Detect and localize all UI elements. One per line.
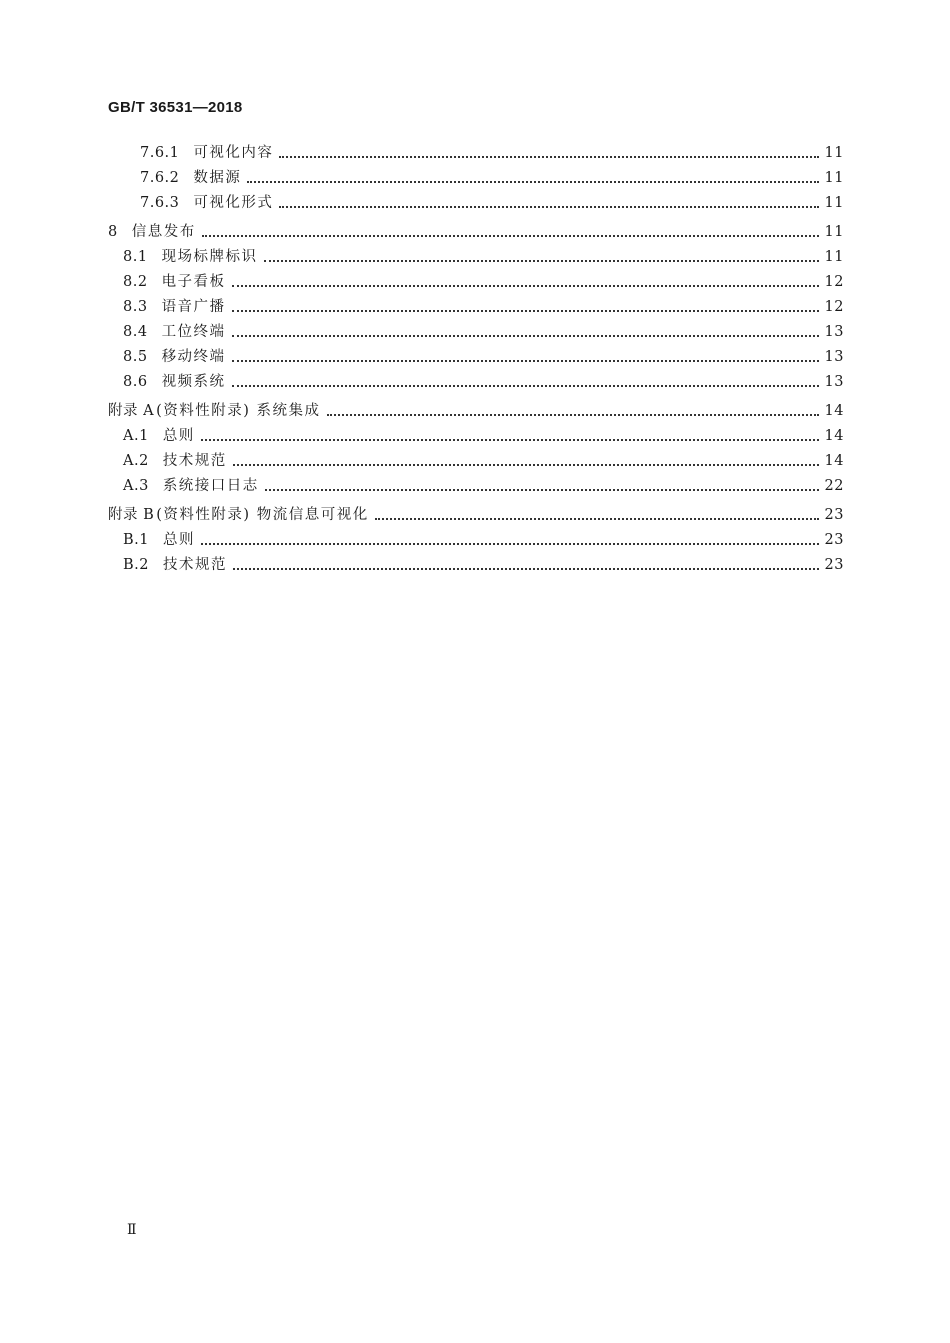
dot-leader [232, 310, 819, 312]
table-of-contents [108, 141, 844, 578]
toc-entry-title: 语音广播 [161, 299, 226, 315]
toc-entry-number: 8.1 [123, 249, 148, 265]
document-code-header: GB/T 36531—2018 [108, 99, 243, 116]
toc-entry[interactable] [108, 424, 844, 449]
toc-entry-title: 技术规范 [162, 453, 227, 469]
toc-entry-page: 12 [824, 299, 844, 315]
toc-entry-page: 13 [824, 349, 844, 365]
toc-entry-title: 技术规范 [163, 557, 227, 573]
toc-entry[interactable] [108, 345, 844, 370]
toc-entry-number: B.1 [123, 532, 149, 548]
toc-entry-chapter[interactable] [108, 220, 844, 245]
toc-entry-number: 8.5 [123, 349, 148, 365]
toc-entry[interactable] [108, 370, 844, 395]
toc-entry[interactable] [108, 191, 844, 216]
dot-leader [264, 260, 819, 262]
toc-entry-number: 7.6.3 [140, 195, 180, 211]
toc-entry-page: 11 [824, 170, 844, 186]
toc-entry-page: 14 [824, 403, 844, 419]
toc-entry-annex[interactable] [108, 503, 844, 528]
page-number: Ⅱ [127, 1222, 137, 1238]
toc-entry-title: 数据源 [193, 170, 242, 186]
toc-entry[interactable] [108, 320, 844, 345]
toc-entry-page: 23 [824, 507, 844, 523]
dot-leader [232, 335, 819, 337]
toc-entry[interactable] [108, 553, 844, 578]
toc-entry-page: 12 [824, 274, 844, 290]
toc-entry-page: 11 [824, 145, 844, 161]
toc-entry-number: 8.6 [123, 374, 148, 390]
toc-entry[interactable] [108, 166, 844, 191]
toc-entry-page: 13 [824, 324, 844, 340]
toc-entry-page: 11 [824, 249, 844, 265]
toc-entry[interactable] [108, 528, 844, 553]
toc-entry-page: 23 [824, 532, 844, 548]
toc-entry-number: B.2 [123, 557, 149, 573]
toc-entry[interactable] [108, 449, 844, 474]
dot-leader [327, 414, 819, 416]
toc-entry-number: A.2 [123, 453, 149, 469]
toc-entry-title: (资料性附录) 系统集成 [156, 403, 321, 419]
toc-entry-number: 8.4 [123, 324, 148, 340]
toc-entry-page: 23 [824, 557, 844, 573]
toc-entry-number: 附录 A [108, 403, 155, 419]
toc-entry-title: 现场标牌标识 [161, 249, 258, 265]
dot-leader [232, 360, 819, 362]
dot-leader [279, 206, 818, 208]
toc-entry-number: A.1 [123, 428, 149, 444]
toc-entry[interactable] [108, 474, 844, 499]
toc-entry[interactable] [108, 141, 844, 166]
toc-entry-annex[interactable] [108, 399, 844, 424]
toc-entry-number: 7.6.1 [140, 145, 180, 161]
toc-entry-number: 附录 B [108, 507, 155, 523]
toc-entry-title: 信息发布 [131, 224, 196, 240]
dot-leader [279, 156, 818, 158]
dot-leader [202, 235, 819, 237]
dot-leader [201, 543, 819, 545]
dot-leader [265, 489, 819, 491]
toc-entry-title: 电子看板 [161, 274, 226, 290]
dot-leader [233, 568, 819, 570]
toc-entry-title: 系统接口日志 [162, 478, 259, 494]
toc-entry-title: 视频系统 [161, 374, 226, 390]
toc-entry[interactable] [108, 270, 844, 295]
toc-entry[interactable] [108, 295, 844, 320]
dot-leader [232, 385, 819, 387]
toc-entry-page: 14 [824, 453, 844, 469]
toc-entry-number: 8.2 [123, 274, 148, 290]
toc-entry-title: 总则 [163, 532, 195, 548]
dot-leader [201, 439, 819, 441]
toc-entry-page: 11 [824, 195, 844, 211]
toc-entry-title: 可视化内容 [193, 145, 274, 161]
toc-entry-title: 可视化形式 [193, 195, 274, 211]
dot-leader [375, 518, 819, 520]
dot-leader [247, 181, 818, 183]
toc-entry-title: 工位终端 [161, 324, 226, 340]
toc-entry-number: 8 [108, 224, 118, 240]
toc-entry[interactable] [108, 245, 844, 270]
toc-entry-number: 8.3 [123, 299, 148, 315]
toc-entry-page: 22 [824, 478, 844, 494]
toc-entry-title: 总则 [162, 428, 195, 444]
toc-entry-number: 7.6.2 [140, 170, 180, 186]
toc-entry-title: (资料性附录) 物流信息可视化 [156, 507, 369, 523]
toc-entry-title: 移动终端 [161, 349, 226, 365]
toc-entry-number: A.3 [123, 478, 149, 494]
dot-leader [232, 285, 819, 287]
dot-leader [233, 464, 819, 466]
toc-entry-page: 13 [824, 374, 844, 390]
toc-entry-page: 11 [824, 224, 844, 240]
toc-entry-page: 14 [824, 428, 844, 444]
